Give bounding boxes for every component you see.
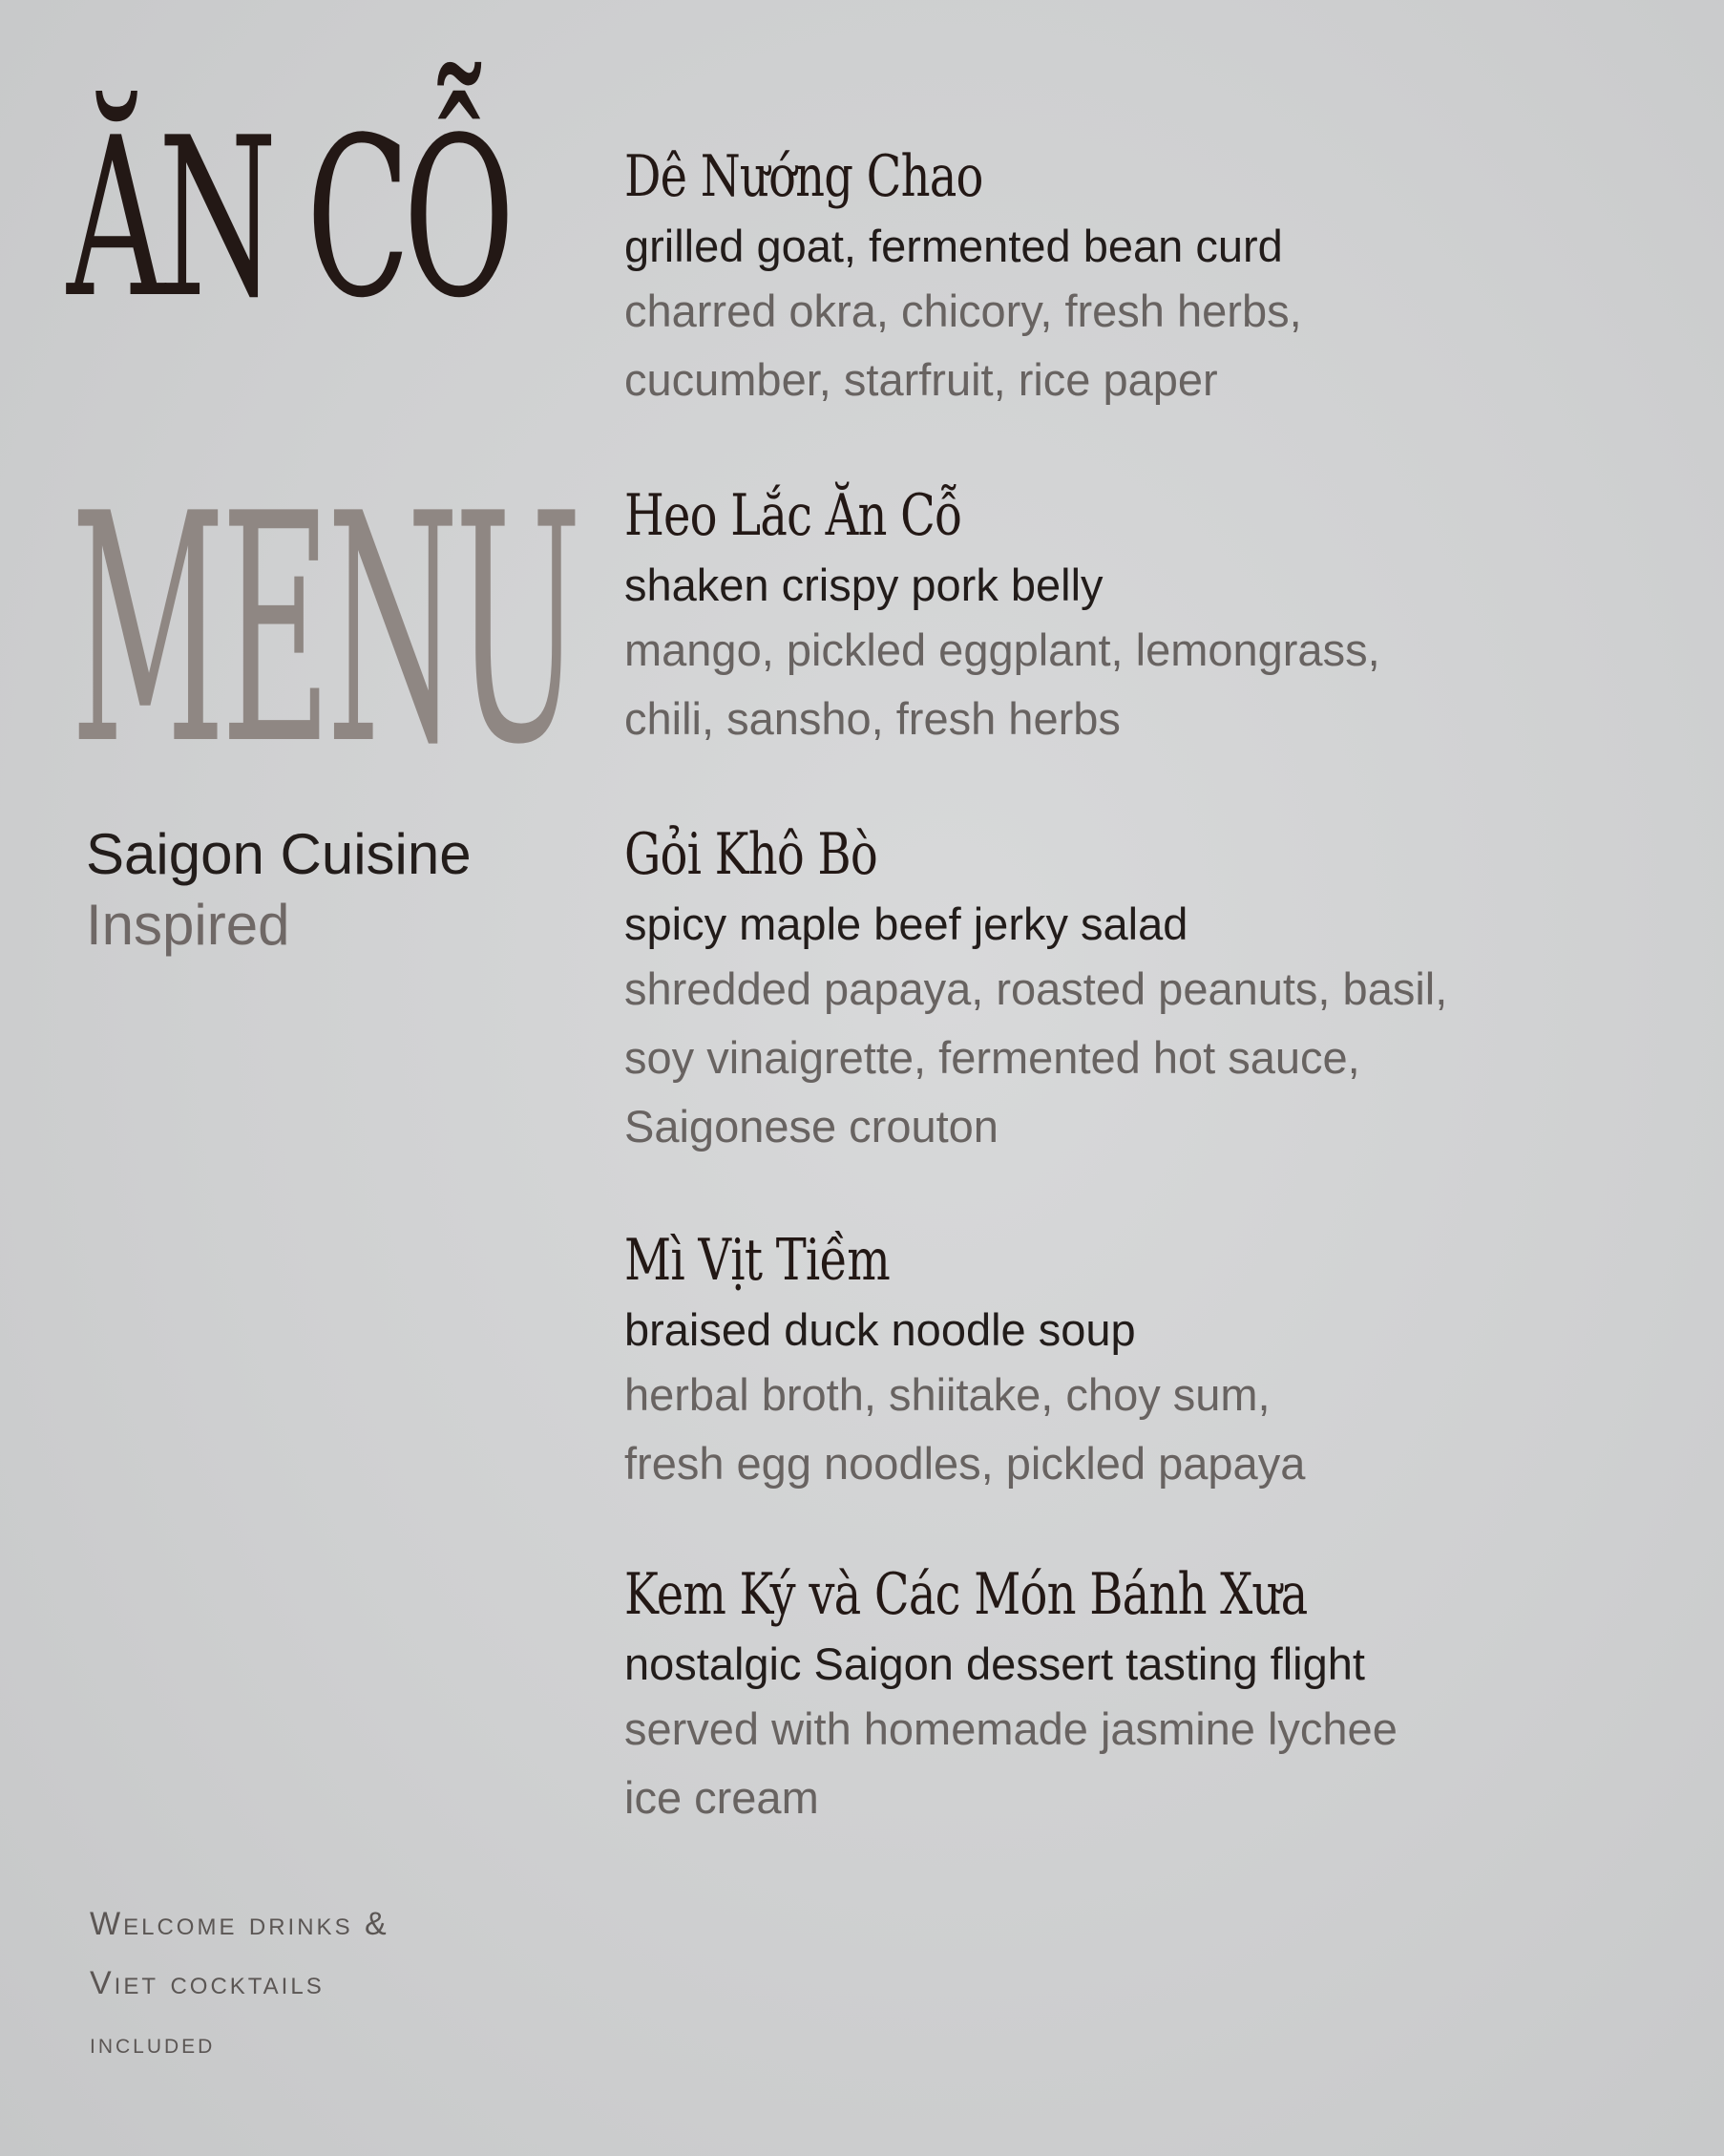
dish-ingredients-line: soy vinaigrette, fermented hot sauce,: [624, 1032, 1360, 1083]
dish-ingredients-line: cucumber, starfruit, rice paper: [624, 354, 1218, 405]
menu-item: [624, 1227, 1674, 1496]
dish-name: Mì Vịt Tiềm: [624, 1227, 890, 1294]
dish-name: Gỏi Khô Bò: [624, 821, 877, 888]
dish-ingredients-line: Saigonese crouton: [624, 1101, 999, 1152]
dish-ingredients-line: mango, pickled eggplant, lemongrass,: [624, 624, 1380, 675]
dish-name: Kem Ký và Các Món Bánh Xưa: [624, 1561, 1308, 1628]
dish-ingredients-line: charred okra, chicory, fresh herbs,: [624, 285, 1302, 336]
brand-title-an-co: ĂN CỖ: [67, 92, 508, 347]
dish-ingredients-line: fresh egg noodles, pickled papaya: [624, 1438, 1306, 1489]
dish-ingredients-line: shredded papaya, roasted peanuts, basil,: [624, 963, 1448, 1014]
menu-item: [624, 482, 1674, 751]
subtitle-saigon-cuisine: Saigon Cuisine: [86, 822, 472, 886]
footnote-included: included: [90, 2028, 216, 2060]
menu-item: [624, 1561, 1674, 1830]
dish-ingredients-line: ice cream: [624, 1772, 819, 1823]
footnote-welcome-drinks: Welcome drinks &: [90, 1906, 389, 1942]
menu-item: [624, 821, 1674, 1159]
brand-title-menu: MENU: [71, 447, 578, 814]
dish-description: shaken crispy pork belly: [624, 560, 1104, 610]
menu-item: [624, 143, 1674, 412]
dish-name: Heo Lắc Ăn Cỗ: [624, 482, 962, 549]
footnote-viet-cocktails: Viet cocktails: [90, 1965, 325, 2001]
dish-description: nostalgic Saigon dessert tasting flight: [624, 1638, 1365, 1689]
dish-ingredients-line: served with homemade jasmine lychee: [624, 1703, 1398, 1754]
dish-ingredients-line: chili, sansho, fresh herbs: [624, 693, 1121, 744]
subtitle-inspired: Inspired: [86, 893, 290, 957]
dish-description: braised duck noodle soup: [624, 1304, 1136, 1355]
dish-ingredients-line: herbal broth, shiitake, choy sum,: [624, 1369, 1271, 1420]
dish-description: grilled goat, fermented bean curd: [624, 221, 1283, 271]
dish-description: spicy maple beef jerky salad: [624, 898, 1188, 949]
dish-name: Dê Nướng Chao: [624, 143, 983, 210]
